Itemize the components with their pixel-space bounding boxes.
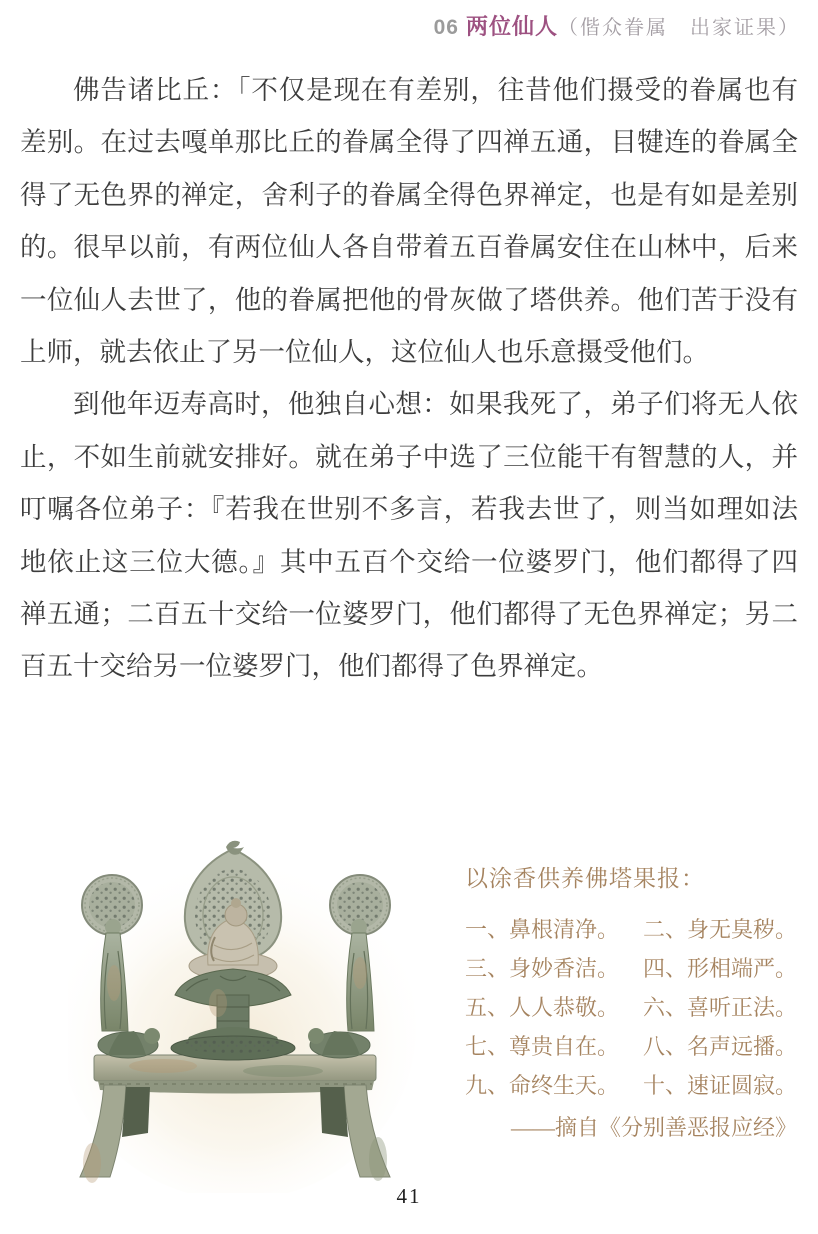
text-line: 差别。在过去嘎单那比丘的眷属全得了四禅五通，目犍连的眷属全 bbox=[20, 127, 798, 158]
chapter-title: 两位仙人 bbox=[465, 14, 558, 39]
merit-item: 九、命终生天。 bbox=[465, 1073, 620, 1098]
merit-item: 三、身妙香洁。 bbox=[465, 956, 620, 981]
text-line: 到他年迈寿高时，他独自心想：如果我死了，弟子们将无人依 bbox=[73, 389, 798, 420]
chapter-number: 06 bbox=[433, 16, 459, 39]
merit-list-title: 以涂香供养佛塔果报： bbox=[465, 866, 705, 891]
body-text bbox=[20, 64, 798, 693]
merit-list bbox=[465, 864, 797, 1143]
merit-item: 二、身无臭秽。 bbox=[642, 917, 797, 942]
merit-row bbox=[465, 910, 797, 949]
page-number: 41 bbox=[396, 1184, 422, 1208]
merit-item: 十、速证圆寂。 bbox=[642, 1073, 797, 1098]
merit-items bbox=[465, 910, 797, 1105]
paragraph bbox=[20, 64, 798, 378]
text-line: 得了无色界的禅定，舍利子的眷属全得色界禅定，也是有如是差别 bbox=[20, 179, 798, 210]
merit-item: 一、鼻根清净。 bbox=[465, 917, 620, 942]
merit-item: 七、尊贵自在。 bbox=[465, 1034, 620, 1059]
merit-item: 六、喜听正法。 bbox=[642, 995, 797, 1020]
merit-row bbox=[465, 1027, 797, 1066]
text-line: 止，不如生前就安排好。就在弟子中选了三位能干有智慧的人，并 bbox=[20, 441, 798, 472]
merit-row bbox=[465, 1066, 797, 1105]
merit-item: 四、形相端严。 bbox=[642, 956, 797, 981]
text-line: 禅五通；二百五十交给一位婆罗门，他们都得了无色界禅定；另二 bbox=[20, 598, 798, 629]
text-line: 一位仙人去世了，他的眷属把他的骨灰做了塔供养。他们苦于没有 bbox=[20, 284, 798, 315]
text-line: 上师，就去依止了另一位仙人，这位仙人也乐意摄受他们。 bbox=[20, 336, 709, 367]
merit-attribution: ——摘自《分别善恶报应经》 bbox=[510, 1115, 797, 1140]
chapter-subtitle: （偕众眷属 出家证果） bbox=[558, 17, 800, 39]
text-line: 地依止这三位大德。』其中五百个交给一位婆罗门，他们都得了四 bbox=[20, 546, 798, 577]
running-header bbox=[434, 10, 800, 41]
merit-row bbox=[465, 988, 797, 1027]
statue-illustration bbox=[68, 833, 420, 1193]
merit-item: 五、人人恭敬。 bbox=[465, 995, 620, 1020]
text-line: 百五十交给另一位婆罗门，他们都得了色界禅定。 bbox=[20, 651, 603, 682]
merit-row bbox=[465, 949, 797, 988]
text-line: 佛告诸比丘：「不仅是现在有差别，往昔他们摄受的眷属也有 bbox=[73, 75, 798, 105]
page-footer bbox=[0, 1184, 818, 1209]
text-line: 的。很早以前，有两位仙人各自带着五百眷属安住在山林中，后来 bbox=[20, 232, 798, 263]
merit-item: 八、名声远播。 bbox=[642, 1034, 797, 1059]
statue-photo bbox=[68, 833, 420, 1193]
paragraph bbox=[20, 378, 798, 692]
text-line: 叮嘱各位弟子：『若我在世别不多言，若我去世了，则当如理如法 bbox=[20, 494, 798, 525]
